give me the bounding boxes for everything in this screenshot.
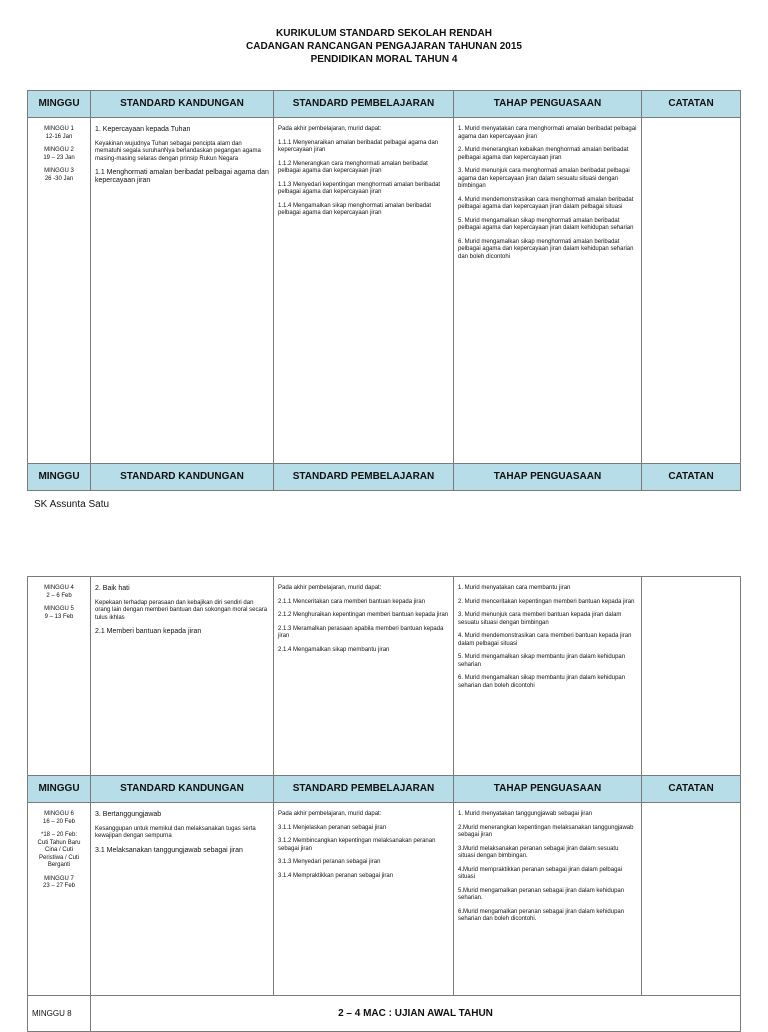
doc-title-line-3: PENDIDIKAN MORAL TAHUN 4: [310, 54, 458, 65]
exam-row: [28, 996, 741, 1032]
topic-description: Kepekaan terhadap perasaan dan kebajikan diri sendiri dan orang lain dengan memberi bantuan dan sokongan moral secara tulus ikhlas: [95, 599, 268, 621]
header-standard-pembelajaran: STANDARD PEMBELAJARAN: [274, 776, 454, 803]
header-tahap-penguasaan: TAHAP PENGUASAAN: [454, 91, 642, 118]
mastery-level: 3.Murid melaksanakan peranan sebagai jiran dalam sesuatu situasi dengan bimbingan.: [458, 845, 619, 859]
learning-intro: Pada akhir pembelajaran, murid dapat:: [278, 126, 382, 132]
catatan-cell: [642, 577, 741, 776]
header-tahap-penguasaan: TAHAP PENGUASAAN: [454, 776, 642, 803]
catatan-cell: [642, 118, 741, 464]
topic-heading: 1. Kepercayaan kepada Tuhan: [95, 126, 191, 133]
week-label: MINGGU 4 2 – 6 Feb: [44, 585, 74, 599]
learning-standard: 1.1.1 Menyenaraikan amalan beribadat pelbagai agama dan kepercayaan jiran: [278, 139, 439, 153]
week-label: MINGGU 7 23 – 27 Feb: [42, 875, 76, 889]
doc-title-line-2: CADANGAN RANCANGAN PENGAJARAN TAHUNAN 2015: [246, 41, 522, 52]
header-minggu: MINGGU: [28, 776, 91, 803]
content-standard: 3.1 Melaksanakan tanggungjawab sebagai jiran: [95, 846, 243, 854]
mastery-level: 2. Murid menceritakan kepentingan memberi bantuan kepada jiran: [458, 598, 635, 605]
tahap-cell: [454, 577, 642, 776]
learning-standard: 1.1.3 Menyedari kepentingan menghormati amalan beribadat pelbagai agama dan kepercayaan jiran: [278, 181, 441, 195]
topic-heading: 3. Bertanggungjawab: [95, 811, 162, 818]
kandungan-cell: [91, 803, 274, 996]
learning-standard: 3.1.3 Menyedari peranan sebagai jiran: [278, 859, 381, 865]
mastery-level: 4. Murid mendemonstrasikan cara menghormati amalan beribadat pelbagai agama dan kepercayaan jiran dalam pelbagai situasi: [458, 196, 634, 210]
mastery-level: 3. Murid menunjuk cara menghormati amalan beribadat pelbagai agama dan kepercayaan jiran dalam sesuatu situasi dengan bimbingan: [458, 168, 630, 189]
mastery-level: 4. Murid mendemonstrasikan cara memberi bantuan kepada jiran dalam pelbagai situasi: [458, 633, 632, 647]
mastery-level: 6.Murid mengamalkan peranan sebagai jiran dalam kehidupan seharian dan boleh dicontohi.: [458, 908, 625, 922]
header-standard-kandungan: STANDARD KANDUNGAN: [91, 91, 274, 118]
header-standard-pembelajaran: STANDARD PEMBELAJARAN: [274, 91, 454, 118]
header-minggu: MINGGU: [28, 464, 91, 491]
topic-heading: 2. Baik hati: [95, 585, 130, 592]
mastery-level: 3. Murid menunjuk cara memberi bantuan kepada jiran dalam sesuatu situasi dengan bimbingan: [458, 612, 622, 626]
header-standard-pembelajaran: STANDARD PEMBELAJARAN: [274, 464, 454, 491]
learning-standard: 2.1.3 Meramalkan perasaan apabila memberi bantuan kepada jiran: [278, 625, 444, 639]
plan-table-1: [27, 90, 741, 491]
learning-standard: 3.1.2 Membincangkan kepentingan melaksanakan peranan sebagai jiran: [278, 838, 436, 852]
week-label: MINGGU 6 16 – 20 Feb: [42, 811, 76, 825]
page-footer: SK Assunta Satu: [34, 499, 110, 510]
mastery-level: 6. Murid mengamalkan sikap membantu jiran dalam kehidupan seharian dan boleh dicontohi: [458, 675, 626, 689]
header-catatan: CATATAN: [642, 464, 741, 491]
learning-standard: 2.1.1 Menceritakan cara memberi bantuan kepada jiran: [278, 598, 426, 605]
content-row: [28, 118, 741, 464]
topic-description: Keyakinan wujudnya Tuhan sebagai pencipta alam dan mematuhi segala suruhanNya berlandaskan pegangan agama masing-masing selaras dengan prinsip Rukun Negara: [95, 140, 261, 162]
mastery-level: 2.Murid menerangkan kepentingan melaksanakan tanggungjawab sebagai jiran: [458, 824, 634, 838]
learning-standard: 2.1.4 Mengamalkan sikap membantu jiran: [278, 646, 390, 653]
minggu-cell: [28, 803, 91, 996]
plan-table-2: [27, 576, 741, 1032]
exam-week-note: 2 – 4 MAC : UJIAN AWAL TAHUN: [91, 996, 741, 1032]
mastery-level: 6. Murid mengamalkan sikap menghormati amalan beribadat pelbagai agama dan kepercayaan jiran dalam kehidupan seharian dan boleh dicontohi: [458, 238, 634, 260]
mastery-level: 1. Murid menyatakan cara membantu jiran: [458, 585, 571, 591]
header-catatan: CATATAN: [642, 91, 741, 118]
week-label: MINGGU 1 12-16 Jan: [44, 126, 74, 140]
week-label: MINGGU 3 26 -30 Jan: [44, 168, 74, 182]
header-row: [28, 776, 741, 803]
learning-standard: 1.1.4 Mengamalkan sikap menghormati amalan beribadat pelbagai agama dan kepercayaan jiran: [278, 202, 432, 216]
kandungan-cell: [91, 118, 274, 464]
minggu-cell: MINGGU 8: [28, 996, 91, 1032]
mastery-level: 1. Murid menyatakan cara menghormati amalan beribadat pelbagai agama dan kepercayaan jiran: [458, 126, 637, 140]
content-row: [28, 803, 741, 996]
content-standard: 1.1 Menghormati amalan beribadat pelbagai agama dan kepercayaan jiran: [95, 169, 269, 184]
header-row: [28, 91, 741, 118]
header-row: [28, 464, 741, 491]
header-catatan: CATATAN: [642, 776, 741, 803]
learning-standard: 1.1.2 Menerangkan cara menghormati amalan beribadat pelbagai agama dan kepercayaan jiran: [278, 160, 428, 174]
tahap-cell: [454, 118, 642, 464]
learning-standard: 3.1.1 Menjelaskan peranan sebagai jiran: [278, 824, 387, 831]
learning-intro: Pada akhir pembelajaran, murid dapat:: [278, 585, 382, 591]
content-standard: 2.1 Memberi bantuan kepada jiran: [95, 628, 202, 635]
mastery-level: 2. Murid menerangkan kebaikan menghormati amalan beribadat pelbagai agama dan kepercayaan jiran: [458, 147, 629, 161]
learning-standard: 2.1.2 Menghuraikan kepentingan memberi bantuan kepada jiran: [278, 612, 449, 618]
pembelajaran-cell: [274, 803, 454, 996]
topic-description: Kesanggupan untuk memikul dan melaksanakan tugas serta kewajipan dengan sempurna: [95, 825, 256, 839]
minggu-cell: [28, 577, 91, 776]
learning-intro: Pada akhir pembelajaran, murid dapat:: [278, 811, 382, 817]
header-standard-kandungan: STANDARD KANDUNGAN: [91, 464, 274, 491]
pembelajaran-cell: [274, 577, 454, 776]
minggu-cell: [28, 118, 91, 464]
week-label: MINGGU 2 19 – 23 Jan: [43, 147, 75, 161]
catatan-cell: [642, 803, 741, 996]
mastery-level: 5. Murid mengamalkan sikap menghormati amalan beribadat pelbagai agama dan kepercayaan jiran dalam kehidupan seharian: [458, 217, 634, 231]
learning-standard: 3.1.4 Mempraktikkan peranan sebagai jiran: [278, 872, 394, 879]
pembelajaran-cell: [274, 118, 454, 464]
header-standard-kandungan: STANDARD KANDUNGAN: [91, 776, 274, 803]
mastery-level: 5. Murid mengamalkan sikap membantu jiran dalam kehidupan seharian: [458, 654, 626, 668]
mastery-level: 5.Murid mengamalkan peranan sebagai jiran dalam kehidupan seharian.: [458, 887, 625, 901]
content-row: [28, 577, 741, 776]
doc-title-line-1: KURIKULUM STANDARD SEKOLAH RENDAH: [276, 28, 492, 39]
week-label: MINGGU 5 9 – 13 Feb: [44, 606, 74, 620]
holiday-note: *18 – 20 Feb: Cuti Tahun Baru Cina / Cuti Peristiwa / Cuti Berganti: [37, 832, 81, 868]
mastery-level: 1. Murid menyatakan tanggungjawab sebagai jiran: [458, 811, 593, 817]
header-minggu: MINGGU: [28, 91, 91, 118]
header-tahap-penguasaan: TAHAP PENGUASAAN: [454, 464, 642, 491]
tahap-cell: [454, 803, 642, 996]
mastery-level: 4.Murid mempraktikkan peranan sebagai jiran dalam pelbagai situasi: [458, 866, 623, 880]
kandungan-cell: [91, 577, 274, 776]
